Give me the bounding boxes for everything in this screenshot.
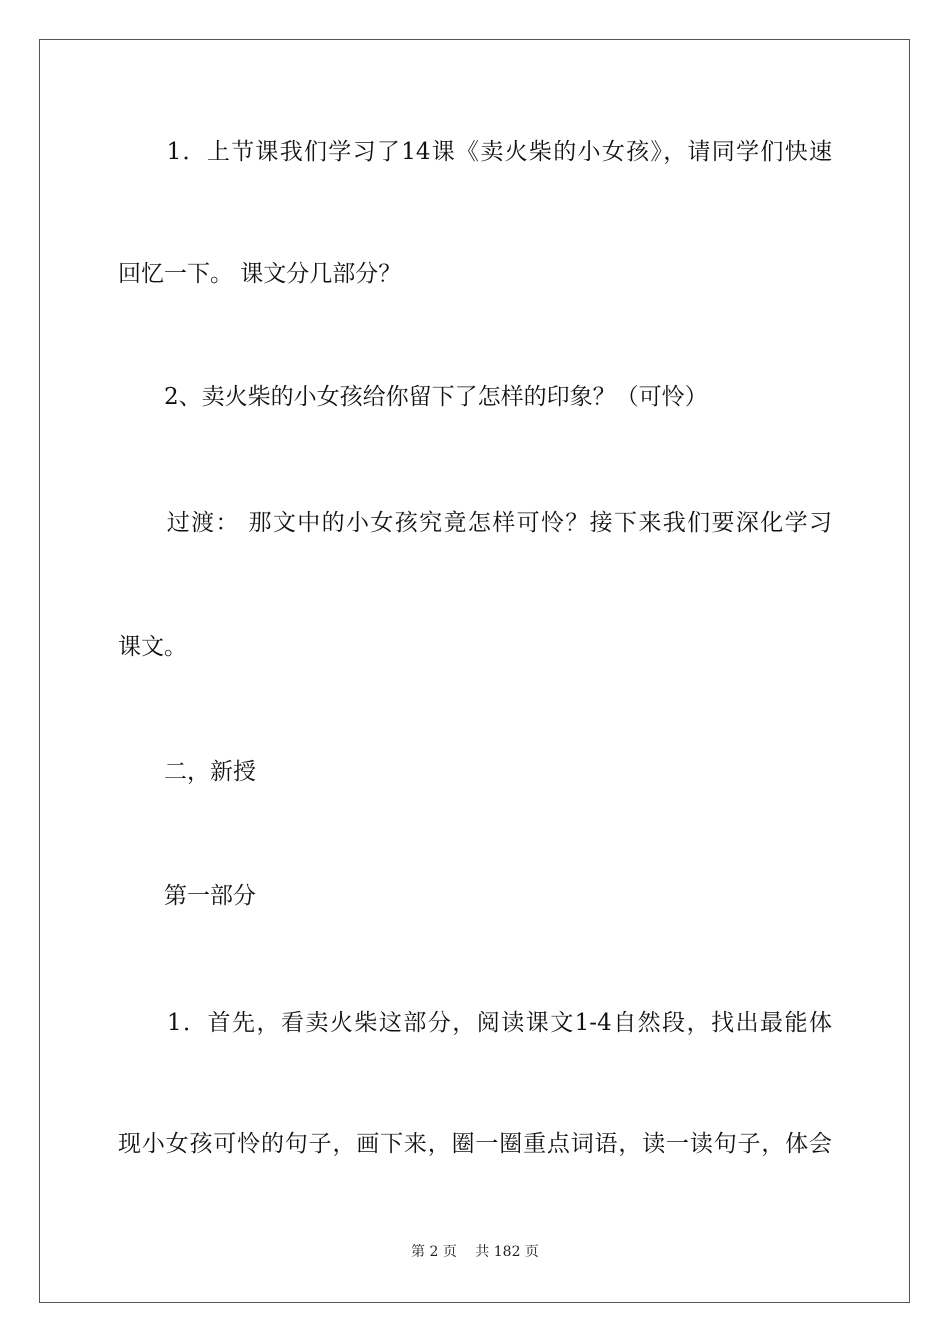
section-heading-part-one: 第一部分 <box>118 883 256 909</box>
paragraph-line-7: 现小女孩可怜的句子，画下来，圈一圈重点词语，读一读句子，体会 <box>118 1131 832 1157</box>
page-border <box>39 39 910 1303</box>
paragraph-line-6: 1．首先，看卖火柴这部分，阅读课文1-4自然段，找出最能体 <box>118 1010 832 1036</box>
paragraph-line-1: 1．上节课我们学习了14课《卖火柴的小女孩》，请同学们快速 <box>118 139 832 165</box>
paragraph-line-4: 过渡： 那文中的小女孩究竟怎样可怜？接下来我们要深化学习 <box>118 510 832 536</box>
paragraph-line-2: 回忆一下。 课文分几部分？ <box>118 261 402 287</box>
paragraph-line-3: 2、卖火柴的小女孩给你留下了怎样的印象？（可怜） <box>118 384 708 410</box>
page-number-footer: 第 2 页 共 182 页 <box>411 1244 539 1260</box>
section-heading-new-lesson: 二，新授 <box>118 759 256 785</box>
paragraph-line-5: 课文。 <box>118 634 187 660</box>
